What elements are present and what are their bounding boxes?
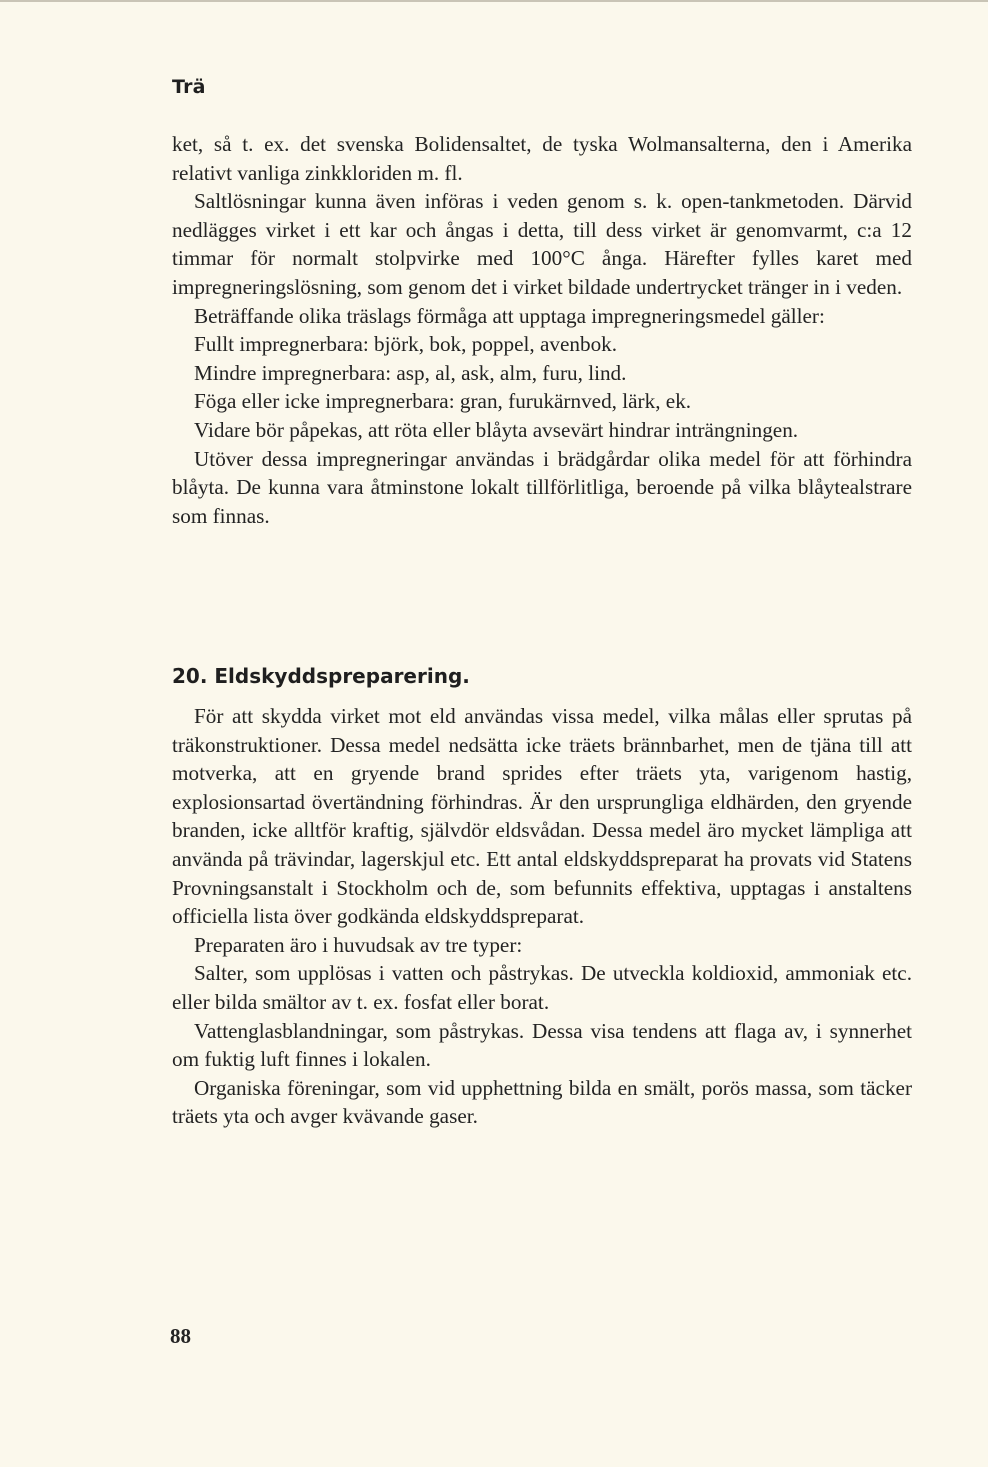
paragraph: Vattenglasblandningar, som påstrykas. Dessa visa tendens att flaga av, i synnerhet om fuktig luft finnes i lokalen.: [172, 1018, 912, 1072]
paragraph: Organiska föreningar, som vid upphettning bilda en smält, porös massa, som täcker träets yta och avger kvävande gaser.: [172, 1075, 912, 1129]
paragraph: För att skydda virket mot eld användas vissa medel, vilka målas eller sprutas på träkonstruktioner. Dessa medel nedsätta icke träets brännbarhet, men de tjäna till att motverka, att en gryende brand sprides efter träets yta, varigenom hastig, explosionsartad övertändning förhindras. Är den ursprungliga eldhärden, den gryende branden, icke alltför kraftig, självdör eldsvådan. Dessa medel äro mycket lämpliga att använda på trävindar, lagerskjul etc. Ett antal eldskyddspreparat ha provats vid Statens Provningsanstalt i Stockholm och de, som befunnits effektiva, upptagas i anstaltens officiella lista över godkända eldskyddspreparat.: [172, 704, 912, 929]
paragraph: Beträffande olika träslags förmåga att upptaga impregneringsmedel gäller:: [194, 303, 825, 328]
text-block-section: [172, 702, 912, 1131]
paragraph: Föga eller icke impregnerbara: gran, furukärnved, lärk, ek.: [194, 389, 692, 414]
paragraph: Vidare bör påpekas, att röta eller blåyta avsevärt hindrar inträngningen.: [194, 417, 799, 442]
text-block-continued: [172, 130, 912, 530]
section-heading: 20. Eldskyddspreparering.: [172, 664, 470, 688]
running-header: Trä: [172, 76, 206, 98]
page-top-edge: [0, 0, 988, 2]
paragraph: ket, så t. ex. det svenska Bolidensaltet, de tyska Wolmansalterna, den i Amerika relativt vanliga zinkkloriden m. fl.: [172, 132, 912, 185]
paragraph: Fullt impregnerbara: björk, bok, poppel, avenbok.: [194, 332, 618, 357]
paragraph: Mindre impregnerbara: asp, al, ask, alm, furu, lind.: [194, 360, 627, 385]
page-number: 88: [170, 1324, 191, 1348]
paragraph: Salter, som upplösas i vatten och påstrykas. De utveckla koldioxid, ammoniak etc. eller bilda smältor av t. ex. fosfat eller borat.: [172, 961, 912, 1014]
paragraph: Preparaten äro i huvudsak av tre typer:: [194, 932, 523, 957]
paragraph: Utöver dessa impregneringar användas i brädgårdar olika medel för att förhindra blåyta. De kunna vara åtminstone lokalt tillförlitliga, beroende på vilka blåytealstrare som finnas.: [172, 446, 912, 528]
paragraph: Saltlösningar kunna även införas i veden genom s. k. open-tankmetoden. Därvid nedlägges virket i ett kar och ångas i detta, till dess virket är genomvarmt, c:a 12 timmar för normalt stolpvirke med 100°C ånga. Härefter fylles karet med impregneringslösning, som genom det i virket bildade undertrycket tränger in i veden.: [172, 189, 912, 299]
